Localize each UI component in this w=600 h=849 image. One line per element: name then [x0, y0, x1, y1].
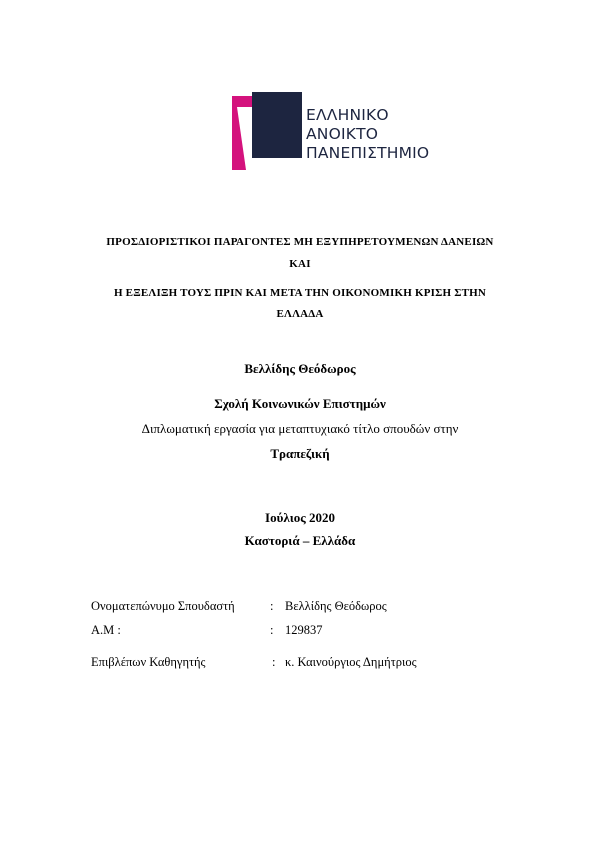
logo-line-1: ΕΛΛΗΝΙΚΟ — [306, 106, 389, 124]
detail-value-am: 129837 — [285, 623, 323, 637]
detail-value-supervisor: κ. Καινούργιος Δημήτριος — [285, 655, 417, 669]
submission-place: Καστοριά – Ελλάδα — [244, 533, 356, 548]
thesis-title-line-4: ΕΛΛΑΔΑ — [276, 308, 324, 320]
detail-sep-student: : — [270, 599, 274, 613]
logo-wordmark — [306, 106, 429, 163]
thesis-title-line-3: Η ΕΞΕΛΙΞΗ ΤΟΥΣ ΠΡΙΝ ΚΑΙ ΜΕΤΑ ΤΗΝ ΟΙΚΟΝΟΜΙΚΗ ΚΡΙΣΗ ΣΤΗΝ — [113, 287, 487, 299]
university-logo — [232, 92, 432, 170]
thesis-title-line-1: ΠΡΟΣΔΙΟΡΙΣΤΙΚΟΙ ΠΑΡΑΓΟΝΤΕΣ ΜΗ ΕΞΥΠΗΡΕΤΟΥΜΕΝΩΝ ΔΑΝΕΙΩΝ — [106, 236, 494, 248]
detail-value-student: Βελλίδης Θεόδωρος — [285, 599, 387, 613]
school-name: Σχολή Κοινωνικών Επιστημών — [214, 396, 386, 411]
author-name: Βελλίδης Θεόδωρος — [244, 361, 356, 376]
program-name: Τραπεζική — [270, 446, 330, 461]
detail-sep-am: : — [270, 623, 274, 637]
detail-label-student: Ονοματεπώνυμο Σπουδαστή — [91, 599, 235, 613]
detail-label-supervisor: Επιβλέπων Καθηγητής — [91, 655, 206, 669]
detail-label-am: Α.Μ : — [91, 623, 121, 637]
logo-mark-icon — [232, 92, 302, 170]
detail-sep-supervisor: : — [272, 655, 276, 669]
logo-line-2: ΑΝΟΙΚΤΟ — [306, 125, 379, 143]
thesis-title-line-2: ΚΑΙ — [289, 258, 311, 270]
logo-line-3: ΠΑΝΕΠΙΣΤΗΜΙΟ — [306, 144, 430, 162]
thesis-description: Διπλωματική εργασία για μεταπτυχιακό τίτλο σπουδών στην — [141, 421, 459, 436]
submission-date: Ιούλιος 2020 — [265, 510, 335, 525]
